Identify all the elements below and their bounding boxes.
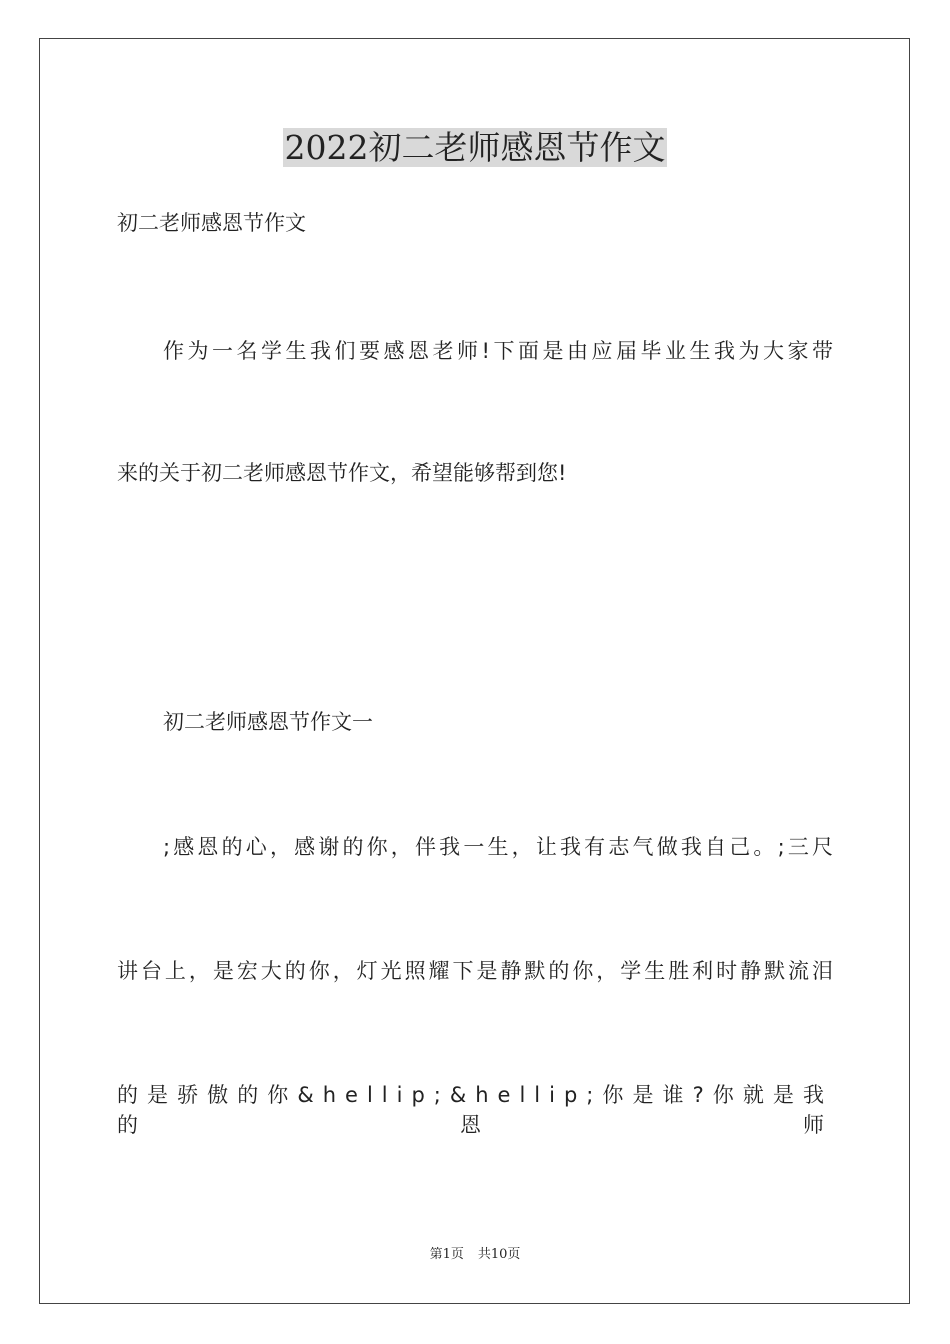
page-total: 共10页 [477,1247,521,1262]
paragraph-body-line-3: 的是骄傲的你&hellip;&hellip;你是谁?你就是我的恩师 [117,1083,833,1137]
page-footer [0,1246,950,1264]
paragraph-body-line-2: 讲台上，是宏大的你，灯光照耀下是静默的你，学生胜利时静默流泪 [117,959,833,983]
paragraph-body-line-1: ;感恩的心，感谢的你，伴我一生，让我有志气做我自己。;三尺 [163,835,833,859]
paragraph-intro-line-2: 来的关于初二老师感恩节作文，希望能够帮到您! [117,461,567,485]
page-number: 第1页 [429,1247,464,1262]
paragraph-intro-line-1: 作为一名学生我们要感恩老师!下面是由应届毕业生我为大家带 [163,339,833,363]
section-heading: 初二老师感恩节作文一 [163,710,373,734]
document-title-text: 2022初二老师感恩节作文 [284,128,666,167]
document-title [0,126,950,170]
document-subtitle: 初二老师感恩节作文 [117,211,306,235]
